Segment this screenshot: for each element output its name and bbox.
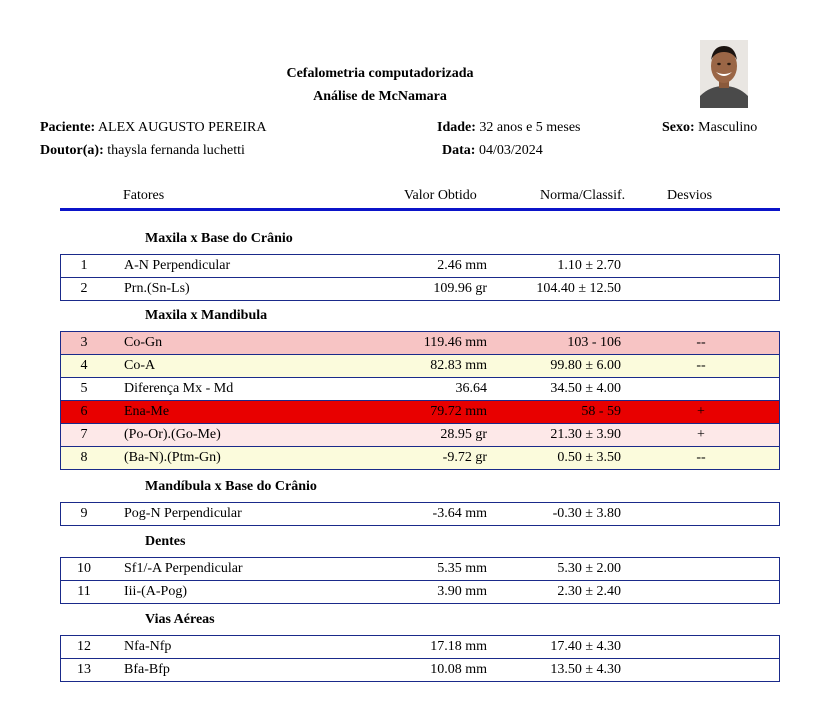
row-number: 7 [80,427,88,442]
table-row [61,255,779,277]
table-row [61,580,779,603]
row-factor: (Ba-N).(Ptm-Gn) [124,450,221,465]
row-norm: 0.50 ± 3.50 [557,450,621,465]
patient-photo [700,40,748,108]
row-value: 17.18 mm [430,639,487,654]
row-factor: Nfa-Nfp [124,639,172,654]
section-title: Dentes [145,534,186,549]
column-header-deviation: Desvios [667,188,713,203]
row-deviation: -- [696,358,706,373]
row-norm: 103 - 106 [567,335,621,350]
doctor-field [40,143,245,159]
patient-name-label: Paciente: [40,120,96,135]
row-factor: Bfa-Bfp [124,662,170,677]
row-value: 36.64 [455,381,487,396]
section-title: Vias Aéreas [145,612,215,627]
row-value: 82.83 mm [430,358,487,373]
table-row [61,558,779,580]
row-factor: Prn.(Sn-Ls) [124,281,190,296]
row-number: 12 [77,639,91,654]
row-number: 2 [80,281,88,296]
row-value: 5.35 mm [437,561,487,576]
patient-age-label: Idade: [437,120,476,135]
table-row [61,658,779,681]
doctor-name: thaysla fernanda luchetti [107,143,245,158]
row-factor: Iii-(A-Pog) [124,584,187,599]
row-norm: 1.10 ± 2.70 [557,258,621,273]
row-deviation: -- [696,335,706,350]
row-norm: 5.30 ± 2.00 [557,561,621,576]
section-title: Maxila x Mandibula [145,308,268,323]
row-norm: 104.40 ± 12.50 [536,281,621,296]
header-divider [60,208,780,211]
row-factor: Pog-N Perpendicular [124,506,242,521]
row-value: -9.72 gr [442,450,487,465]
row-number: 13 [77,662,91,677]
row-factor: A-N Perpendicular [124,258,231,273]
column-header-value: Valor Obtido [404,188,477,203]
patient-sex-field [662,120,757,136]
table-row [61,377,779,400]
row-deviation: + [697,404,705,419]
table-row [61,277,779,300]
row-deviation: -- [696,450,706,465]
row-factor: Diferença Mx - Md [124,381,234,396]
row-number: 1 [80,258,88,273]
row-factor: Co-Gn [124,335,163,350]
patient-age-field [437,120,581,136]
table-row [61,503,779,525]
row-number: 9 [80,506,88,521]
row-factor: (Po-Or).(Go-Me) [124,427,221,442]
row-number: 4 [80,358,88,373]
row-value: 79.72 mm [430,404,487,419]
row-norm: 2.30 ± 2.40 [557,584,621,599]
row-value: 119.46 mm [423,335,487,350]
column-header-factors: Fatores [123,188,165,203]
section-table [60,635,780,682]
table-row [61,332,779,354]
row-number: 8 [80,450,88,465]
row-norm: 99.80 ± 6.00 [550,358,621,373]
row-value: 2.46 mm [437,258,487,273]
section-table [60,254,780,301]
row-norm: 34.50 ± 4.00 [550,381,621,396]
section-table [60,557,780,604]
row-norm: 21.30 ± 3.90 [550,427,621,442]
section-title: Mandíbula x Base do Crânio [145,479,317,494]
section-table [60,502,780,526]
row-number: 11 [77,584,91,599]
table-row [61,423,779,446]
row-factor: Sf1/-A Perpendicular [124,561,243,576]
patient-name: ALEX AUGUSTO PEREIRA [97,120,267,135]
row-number: 6 [80,404,88,419]
row-deviation: + [697,427,705,442]
patient-age: 32 anos e 5 meses [479,120,581,135]
patient-name-field [40,120,266,136]
row-norm: -0.30 ± 3.80 [552,506,621,521]
avatar-icon [700,40,748,108]
date-field [442,143,543,159]
row-norm: 13.50 ± 4.30 [550,662,621,677]
date-label: Data: [442,143,476,158]
row-number: 5 [80,381,88,396]
table-row [61,400,779,423]
column-header-norm: Norma/Classif. [540,188,626,203]
section-title: Maxila x Base do Crânio [145,231,293,246]
table-row [61,446,779,469]
row-norm: 58 - 59 [581,404,621,419]
row-value: 3.90 mm [437,584,487,599]
row-value: 109.96 gr [433,281,487,296]
exam-date: 04/03/2024 [478,143,543,158]
row-number: 10 [77,561,91,576]
patient-sex: Masculino [698,120,758,135]
doctor-label: Doutor(a): [40,143,104,158]
table-row [61,636,779,658]
report-title: Cefalometria computadorizada [286,66,474,81]
row-factor: Ena-Me [124,404,170,419]
row-value: 10.08 mm [430,662,487,677]
row-norm: 17.40 ± 4.30 [550,639,621,654]
row-value: -3.64 mm [432,506,487,521]
patient-sex-label: Sexo: [662,120,695,135]
section-table [60,331,780,470]
row-factor: Co-A [124,358,156,373]
row-number: 3 [80,335,88,350]
report-subtitle: Análise de McNamara [313,89,447,104]
row-value: 28.95 gr [440,427,487,442]
table-row [61,354,779,377]
